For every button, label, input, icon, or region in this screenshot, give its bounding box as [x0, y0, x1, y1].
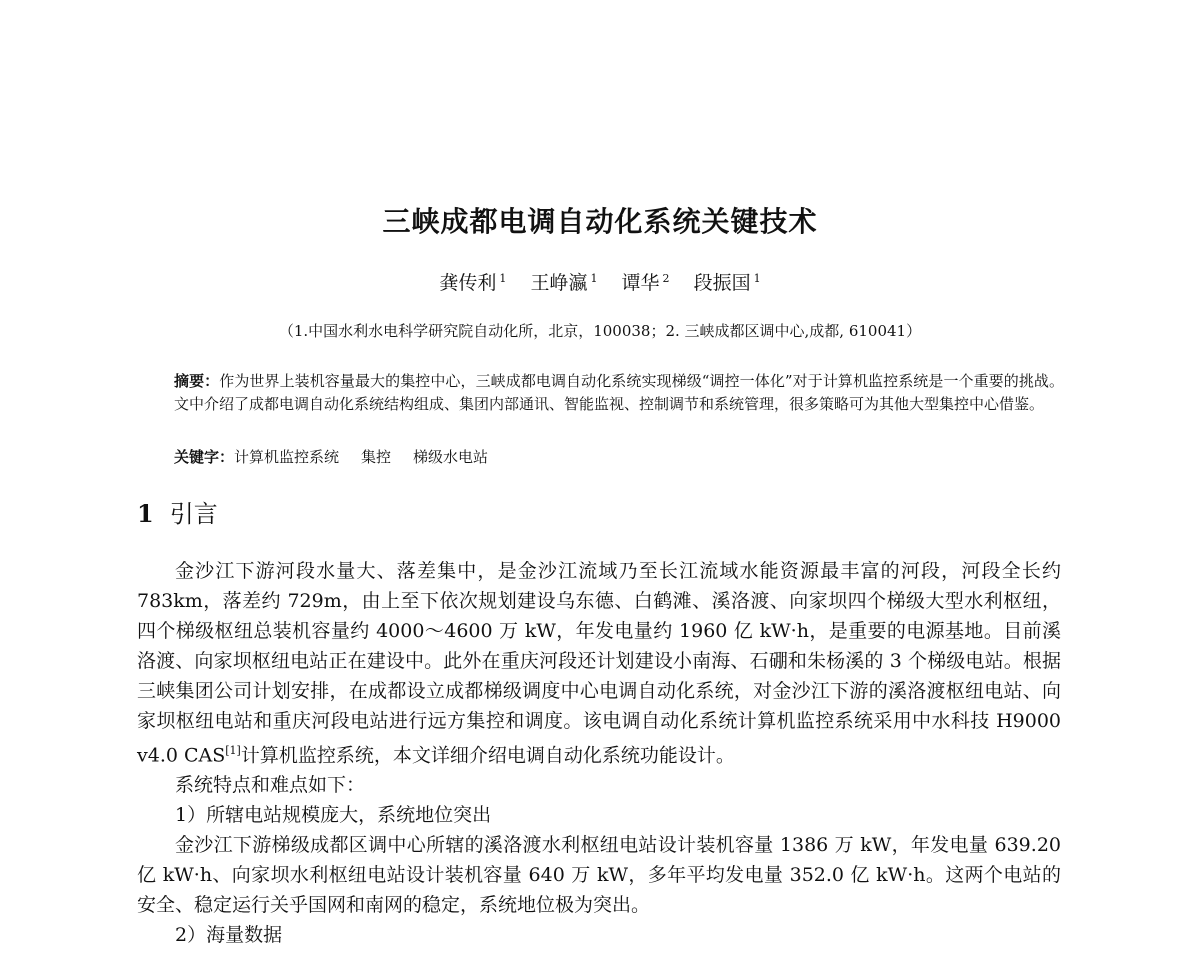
body-text: [137, 556, 1061, 950]
author-affiliation-mark: 2: [662, 271, 670, 285]
paragraph-text: 金沙江下游河段水量大、落差集中，是金沙江流域乃至长江流域水能资源最丰富的河段，河段全长约 783km，落差约 729m，由上至下依次规划建设乌东德、白鹤滩、溪洛渡、向家坝四个梯级大型水利枢纽，四个梯级枢纽总装机容量约 4000～4600 万 kW，年发电量约 1960 亿 kW·h，是重要的电源基地。目前溪洛渡、向家坝枢纽电站正在建设中。此外在重庆河段还计划建设小南海、石硼和朱杨溪的 3 个梯级电站。根据三峡集团公司计划安排，在成都设立成都梯级调度中心电调自动化系统，对金沙江下游的溪洛渡枢纽电站、向家坝枢纽电站和重庆河段电站进行远方集控和调度。该电调自动化系统计算机监控系统采用中水科技 H9000 v4.0 CAS: [137, 560, 1061, 767]
paper-title: 三峡成都电调自动化系统关键技术: [382, 205, 818, 238]
author: [622, 272, 670, 294]
list-heading: 1）所辖电站规模庞大，系统地位突出: [175, 804, 492, 827]
keyword: 计算机监控系统: [234, 448, 340, 466]
list-heading: 2）海量数据: [175, 924, 283, 947]
abstract-label: 摘要：: [174, 372, 220, 390]
section-heading: [137, 494, 218, 529]
citation-ref: [1]: [225, 744, 241, 757]
keywords: [174, 446, 1064, 469]
author-list: [0, 268, 1200, 295]
paragraph-text: 计算机监控系统，本文详细介绍电调自动化系统功能设计。: [240, 744, 735, 767]
author: [694, 272, 761, 294]
keywords-label: 关键字：: [174, 448, 235, 466]
paragraph: 系统特点和难点如下：: [175, 774, 366, 797]
author-affiliation-mark: 1: [499, 271, 507, 285]
section-number: 1: [137, 499, 154, 528]
author-name: 段振国: [693, 272, 751, 294]
paragraph: 金沙江下游梯级成都区调中心所辖的溪洛渡水利枢纽电站设计装机容量 1386 万 kW，年发电量 639.20 亿 kW·h、向家坝水利枢纽电站设计装机容量 640 万 kW，多年平均发电量 352.0 亿 kW·h。这两个电站的安全、稳定运行关乎国网和南网的稳定，系统地位极为突出。: [137, 834, 1061, 917]
author-affiliation-mark: 1: [753, 271, 761, 285]
keyword: 梯级水电站: [413, 448, 489, 466]
paragraph: [137, 556, 1061, 770]
author: [530, 272, 597, 294]
affiliation-line: （1.中国水利水电科学研究院自动化所，北京，100038；2. 三峡成都区调中心,成都, 610041）: [278, 322, 922, 340]
author-name: 龚传利: [439, 272, 497, 294]
author-name: 谭华: [621, 272, 660, 294]
section-title: 引言: [169, 500, 218, 528]
keyword: 集控: [361, 448, 392, 466]
author: [439, 272, 506, 294]
author-name: 王峥瀛: [530, 272, 588, 294]
author-affiliation-mark: 1: [590, 271, 598, 285]
abstract-text: 作为世界上装机容量最大的集控中心，三峡成都电调自动化系统实现梯级“调控一体化”对于计算机监控系统是一个重要的挑战。文中介绍了成都电调自动化系统结构组成、集团内部通讯、智能监视、控制调节和系统管理，很多策略可为其他大型集控中心借鉴。: [174, 372, 1064, 413]
abstract: [174, 370, 1064, 416]
